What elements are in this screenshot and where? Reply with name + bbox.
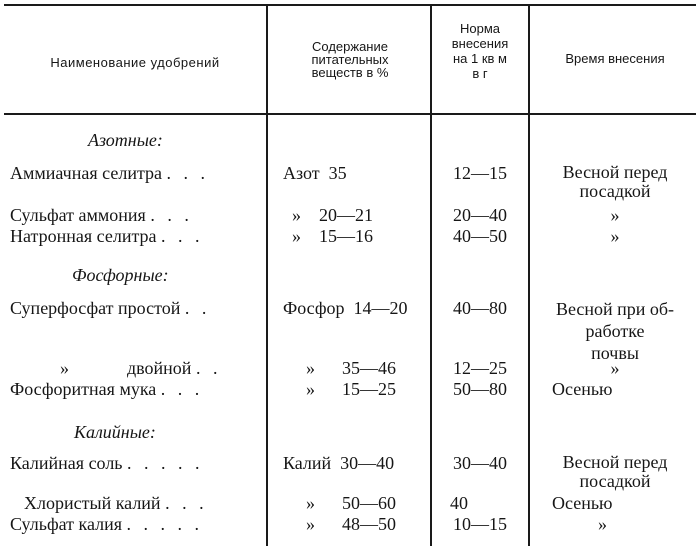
row-8-name-text: Сульфат калия (10, 514, 123, 534)
row-3-time-line2: работке (585, 321, 645, 341)
row-8-time: » (598, 514, 607, 534)
row-8-norm: 10—15 (453, 514, 507, 534)
row-1-time: » (610, 205, 620, 225)
row-1-norm: 20—40 (453, 205, 507, 225)
row-2-content (292, 226, 373, 246)
top-rule (4, 4, 696, 6)
row-1-content-label: » (292, 205, 301, 225)
row-5-dots: . . . (160, 379, 204, 399)
row-6-time-line1: Весной перед (562, 452, 668, 472)
row-7-content-value: 50—60 (342, 493, 396, 513)
row-8-name (10, 514, 203, 534)
row-0-content-value: 35 (328, 163, 347, 183)
row-6-name-text: Калийная соль (10, 453, 123, 473)
header-norm (432, 22, 528, 80)
row-3-name-text: Суперфосфат простой (10, 298, 181, 318)
header-norm-line4: в г (472, 66, 488, 81)
row-0-time (534, 163, 696, 201)
header-bottom-rule (4, 113, 696, 115)
row-0-norm: 12—15 (453, 163, 507, 183)
row-3-time-line1: Весной при об- (555, 299, 675, 319)
row-3-time-line3: почвы (591, 343, 639, 363)
row-8-content-value: 48—50 (342, 514, 396, 534)
row-3-dots: . . (184, 298, 211, 318)
row-5-time: Осенью (552, 379, 613, 399)
row-6-time-line2: посадкой (579, 471, 651, 491)
row-0-content-label: Азот (283, 163, 320, 183)
row-5-content-label: » (306, 379, 315, 399)
row-7-content-label: » (306, 493, 315, 513)
row-8-dots: . . . . . (126, 514, 204, 534)
row-7-norm: 40 (450, 493, 468, 513)
row-2-time: » (610, 226, 620, 246)
row-5-content (306, 379, 396, 399)
row-3-content-value: 14—20 (353, 298, 408, 318)
row-6-time (534, 453, 696, 491)
row-7-name-text: Хлористый калий (24, 493, 161, 513)
row-3-content-label: Фосфор (283, 298, 345, 318)
row-4-time: » (610, 358, 620, 378)
row-5-content-value: 15—25 (342, 379, 396, 399)
row-5-name (10, 379, 203, 399)
row-1-content-value: 20—21 (319, 205, 373, 225)
row-2-dots: . . . (161, 226, 204, 246)
row-8-content-label: » (306, 514, 315, 534)
row-6-content (283, 453, 394, 473)
row-6-name (10, 453, 204, 473)
row-8-content (306, 514, 396, 534)
header-content-line2: питательных (311, 52, 389, 67)
row-2-name (10, 226, 204, 246)
row-7-name (24, 493, 208, 513)
header-norm-line1: Норма (459, 21, 500, 36)
row-4-name (60, 358, 221, 378)
row-6-norm: 30—40 (453, 453, 507, 473)
row-3-norm: 40—80 (453, 298, 507, 318)
row-7-time: Осенью (552, 493, 613, 513)
row-4-dots: . . (195, 358, 222, 378)
row-0-dots: . . . (166, 163, 210, 183)
header-content-line1: Содержание (312, 39, 388, 54)
row-4-name-quote: » (60, 358, 69, 378)
row-4-name-text: двойной (127, 358, 192, 378)
group-phosphorus: Фосфорные: (72, 265, 169, 285)
row-3-content (283, 298, 408, 318)
row-2-norm: 40—50 (453, 226, 507, 246)
row-5-norm: 50—80 (453, 379, 507, 399)
row-2-name-text: Натронная селитра (10, 226, 157, 246)
row-4-content (306, 358, 396, 378)
header-content-line3: веществ в % (311, 65, 389, 80)
row-7-content (306, 493, 396, 513)
row-2-content-label: » (292, 226, 301, 246)
row-1-content (292, 205, 373, 225)
row-1-name-text: Сульфат аммония (10, 205, 146, 225)
row-1-name (10, 205, 193, 225)
row-4-norm: 12—25 (453, 358, 507, 378)
group-potassium: Калийные: (74, 422, 156, 442)
header-time: Время внесения (565, 51, 665, 66)
row-7-dots: . . . (165, 493, 208, 513)
header-content (270, 40, 430, 79)
header-norm-line3: на 1 кв м (452, 51, 507, 66)
row-3-time (534, 298, 696, 364)
row-3-name (10, 298, 210, 318)
row-1-dots: . . . (150, 205, 193, 225)
row-5-name-text: Фосфоритная мука (10, 379, 157, 399)
row-6-content-value: 30—40 (340, 453, 395, 473)
row-0-time-line1: Весной перед (562, 162, 668, 182)
header-name: Наименование удобрений (50, 55, 220, 70)
column-divider-1 (266, 6, 268, 546)
group-nitrogen: Азотные: (88, 130, 163, 150)
row-0-content (283, 163, 347, 183)
row-0-name (10, 163, 209, 183)
column-divider-3 (528, 6, 530, 546)
row-0-time-line2: посадкой (579, 181, 651, 201)
header-norm-line2: внесения (451, 36, 509, 51)
row-0-name-text: Аммиачная селитра (10, 163, 163, 183)
row-6-content-label: Калий (283, 453, 332, 473)
row-6-dots: . . . . . (127, 453, 204, 473)
row-4-content-value: 35—46 (342, 358, 396, 378)
row-2-content-value: 15—16 (319, 226, 373, 246)
row-4-content-label: » (306, 358, 315, 378)
